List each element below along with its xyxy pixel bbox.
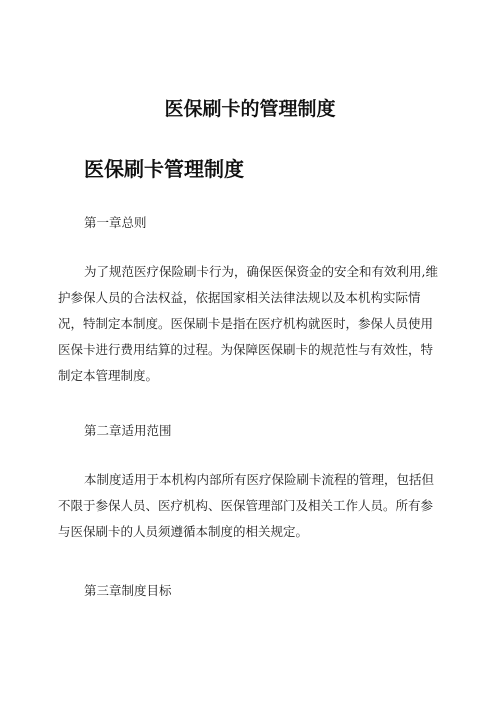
- chapter-2-paragraph: [58, 467, 454, 545]
- paragraph-line: 医保卡进行费用结算的过程。为保障医保刷卡的规范性与有效性，特: [58, 342, 434, 357]
- paragraph-line: 护参保人员的合法权益，依据国家相关法律法规以及本机构实际情: [58, 290, 421, 305]
- paragraph-line: 为了规范医疗保险刷卡行为，确保医保资金的安全和有效利用,维: [84, 264, 438, 279]
- document-title: 医保刷卡的管理制度: [164, 98, 336, 120]
- document-subtitle: 医保刷卡管理制度: [84, 157, 244, 181]
- chapter-3-heading: 第三章制度目标: [84, 583, 172, 598]
- paragraph-line: 本制度适用于本机构内部所有医疗保险刷卡流程的管理，包括但: [84, 472, 435, 487]
- chapter-1-paragraph: [58, 259, 454, 389]
- paragraph-line: 与医保刷卡的人员须遵循本制度的相关规定。: [58, 524, 309, 539]
- paragraph-line: 不限于参保人员、医疗机构、医保管理部门及相关工作人员。所有参: [58, 498, 434, 513]
- paragraph-line: 况，特制定本制度。医保刷卡是指在医疗机构就医时，参保人员使用: [58, 316, 434, 331]
- paragraph-line: 制定本管理制度。: [58, 368, 159, 383]
- chapter-1-heading: 第一章总则: [84, 215, 147, 230]
- chapter-2-heading: 第二章适用范围: [84, 423, 172, 438]
